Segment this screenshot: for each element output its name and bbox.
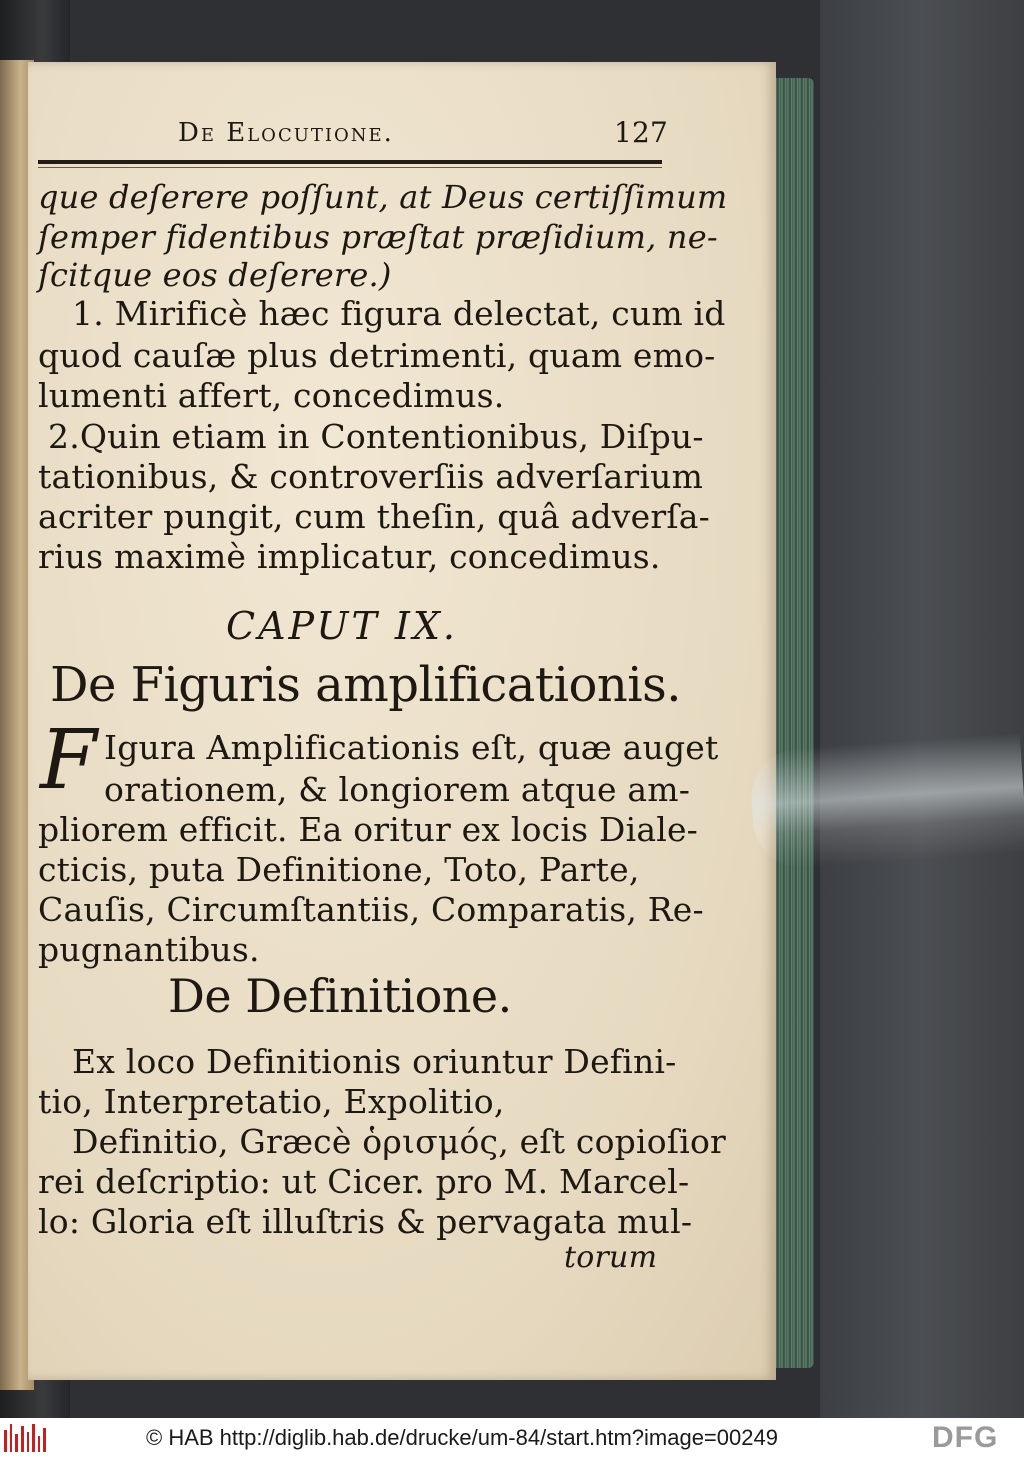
- glass-glare: [748, 733, 1024, 872]
- section-title: De Definitione.: [168, 969, 512, 1023]
- text-line: rei deſcriptio: ut Cicer. pro M. Marcel-: [38, 1162, 690, 1201]
- background-right: [820, 0, 1024, 1418]
- text-line: Cauſis, Circumſtantiis, Comparatis, Re-: [38, 890, 704, 929]
- chapter-title: De Figuris amplificationis.: [50, 657, 682, 713]
- text-line: quod cauſæ plus detrimenti, quam emo-: [38, 336, 716, 375]
- text-line: 2.Quin etiam in Contentionibus, Diſpu-: [48, 417, 704, 456]
- text-line: lo: Gloria eſt illuſtris & pervagata mul-: [38, 1202, 693, 1241]
- text-line: Ex loco Definitionis oriuntur Defini-: [72, 1042, 677, 1081]
- chapter-number: CAPUT IX.: [226, 604, 459, 648]
- text-line: ſemper fidentibus præſtat præſidium, ne-: [38, 218, 718, 256]
- text-line: pliorem efficit. Ea oritur ex locis Diale-: [38, 810, 699, 849]
- text-line: acriter pungit, cum theſin, quâ adverſa-: [38, 497, 710, 536]
- text-line: pugnantibus.: [38, 930, 260, 969]
- text-line: tio, Interpretatio, Expolitio,: [38, 1082, 505, 1121]
- text-line: ſcitque eos deſerere.): [38, 256, 392, 294]
- running-title: De Elocutione.: [178, 118, 394, 148]
- header-rule-thin: [38, 167, 662, 168]
- header-rule: [38, 160, 662, 164]
- text-line: 1. Mirificè hæc figura delectat, cum id: [72, 294, 726, 333]
- page-number: 127: [614, 116, 669, 149]
- text-line: orationem, & longiorem atque am-: [104, 770, 691, 809]
- drop-cap: F: [40, 713, 97, 808]
- text-line: que deſerere poſſunt, at Deus certiſſimum: [38, 178, 728, 216]
- text-line: Igura Amplificationis eſt, quæ auget: [104, 728, 719, 767]
- text-line: cticis, puta Definitione, Toto, Parte,: [38, 850, 640, 889]
- copyright-url[interactable]: © HAB http://diglib.hab.de/drucke/um-84/start.htm?image=00249: [146, 1425, 778, 1450]
- hab-logo-icon: [4, 1424, 46, 1452]
- text-line: tationibus, & controverſiis adverſarium: [38, 457, 704, 496]
- dfg-logo: DFG: [932, 1421, 999, 1454]
- catchword: torum: [564, 1240, 658, 1275]
- text-line: rius maximè implicatur, concedimus.: [38, 537, 661, 576]
- text-line: lumenti affert, concedimus.: [38, 376, 505, 415]
- text-line: Definitio, Græcè ὁρισμός, eſt copioſior: [72, 1122, 726, 1161]
